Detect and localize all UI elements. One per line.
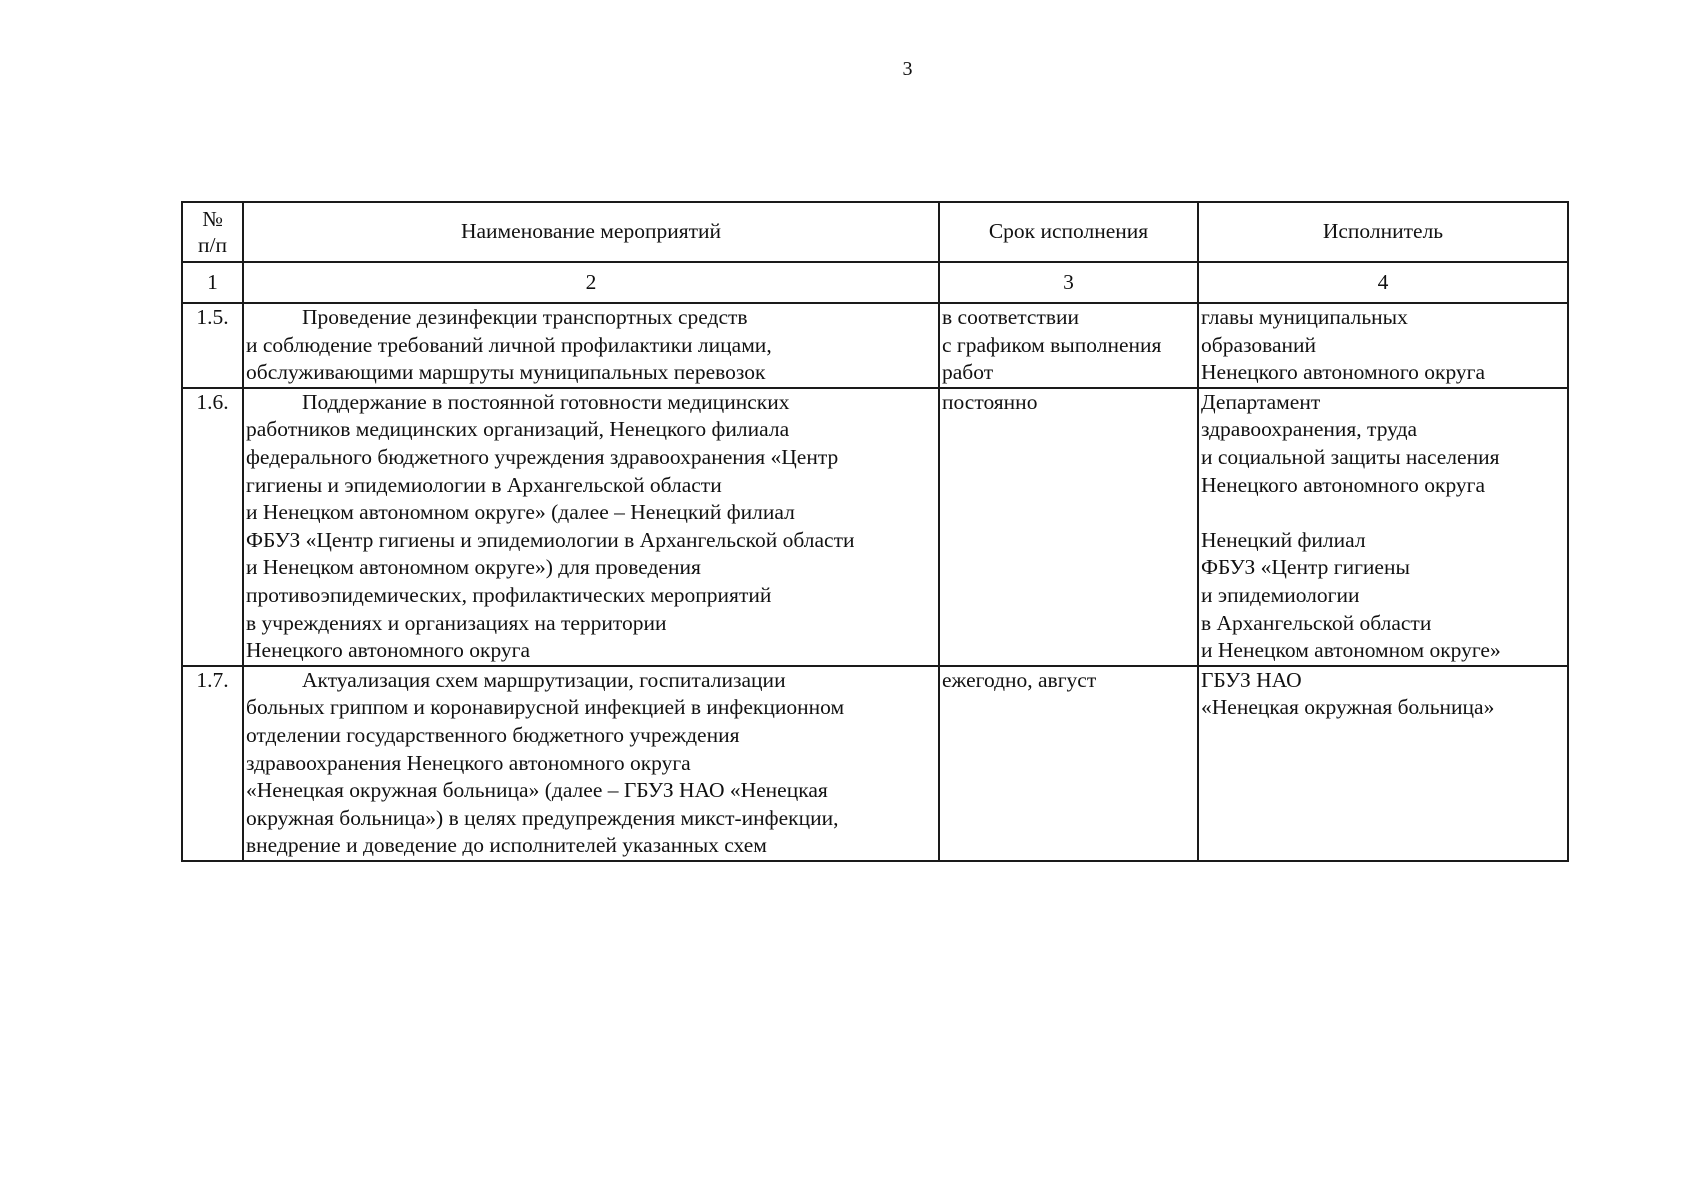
executor-line: ГБУЗ НАО [1201, 667, 1302, 692]
description-line: здравоохранения Ненецкого автономного округа [246, 750, 691, 775]
term-line: постоянно [942, 389, 1038, 414]
column-number: 1 [182, 262, 243, 303]
column-number-row [182, 262, 1568, 303]
table-header-row [182, 202, 1568, 262]
header-number-symbol: № [202, 207, 223, 231]
row-number: 1.7. [182, 666, 243, 861]
executor-line: Ненецкого автономного округа [1201, 472, 1486, 497]
description-line: и Ненецком автономном округе» (далее – Ненецкий филиал [246, 500, 795, 525]
description-line: Поддержание в постоянной готовности медицинских [302, 389, 790, 414]
term-line: работ [942, 360, 994, 385]
description-line: в учреждениях и организациях на территории [246, 610, 667, 635]
row-term [939, 388, 1198, 666]
header-number [182, 202, 243, 262]
row-description [243, 303, 939, 388]
page-number: 3 [902, 58, 913, 80]
column-number: 2 [243, 262, 939, 303]
executor-line: здравоохранения, труда [1201, 417, 1418, 442]
plan-table [181, 201, 1569, 862]
description-line: работников медицинских организаций, Ненецкого филиала [246, 417, 790, 442]
row-number: 1.5. [182, 303, 243, 388]
row-term [939, 303, 1198, 388]
executor-line: и эпидемиологии [1201, 582, 1360, 607]
header-executor: Исполнитель [1198, 202, 1568, 262]
executor-line: и Ненецком автономном округе» [1201, 638, 1501, 663]
executor-line: ФБУЗ «Центр гигиены [1201, 555, 1410, 580]
executor-line: Ненецкого автономного округа [1201, 360, 1486, 385]
description-line: «Ненецкая окружная больница» (далее – ГБУЗ НАО «Ненецкая [246, 778, 828, 803]
row-description [243, 388, 939, 666]
row-executor [1198, 388, 1568, 666]
header-term: Срок исполнения [939, 202, 1198, 262]
description-line: больных гриппом и коронавирусной инфекцией в инфекционном [246, 695, 845, 720]
description-line: отделении государственного бюджетного учреждения [246, 722, 740, 747]
column-number: 3 [939, 262, 1198, 303]
table-row [182, 388, 1568, 666]
term-line: ежегодно, август [942, 667, 1097, 692]
executor-line: образований [1201, 332, 1317, 357]
description-line: внедрение и доведение до исполнителей указанных схем [246, 833, 767, 858]
row-term [939, 666, 1198, 861]
description-line: Ненецкого автономного округа [246, 638, 531, 663]
executor-line: главы муниципальных [1201, 305, 1408, 329]
table-row [182, 666, 1568, 861]
row-executor [1198, 303, 1568, 388]
executor-line: Департамент [1201, 389, 1321, 414]
executor-line: Ненецкий филиал [1201, 527, 1366, 552]
description-line: федерального бюджетного учреждения здравоохранения «Центр [246, 444, 839, 469]
description-line: и соблюдение требований личной профилактики лицами, [246, 332, 772, 357]
executor-line: «Ненецкая окружная больница» [1201, 695, 1495, 720]
description-line: и Ненецком автономном округе») для проведения [246, 555, 701, 580]
description-line: Проведение дезинфекции транспортных средств [302, 305, 748, 329]
row-executor [1198, 666, 1568, 861]
executor-line: в Архангельской области [1201, 610, 1432, 635]
row-description [243, 666, 939, 861]
description-line: гигиены и эпидемиологии в Архангельской области [246, 472, 722, 497]
description-line: Актуализация схем маршрутизации, госпитализации [302, 667, 786, 692]
term-line: с графиком выполнения [942, 332, 1162, 357]
description-line: ФБУЗ «Центр гигиены и эпидемиологии в Архангельской области [246, 527, 855, 552]
term-line: в соответствии [942, 305, 1080, 329]
header-number-abbr: п/п [198, 233, 227, 257]
row-number: 1.6. [182, 388, 243, 666]
header-name: Наименование мероприятий [243, 202, 939, 262]
executor-line: и социальной защиты населения [1201, 444, 1500, 469]
description-line: окружная больница») в целях предупреждения микст-инфекции, [246, 805, 839, 830]
description-line: обслуживающими маршруты муниципальных перевозок [246, 360, 766, 385]
column-number: 4 [1198, 262, 1568, 303]
table-row [182, 303, 1568, 388]
description-line: противоэпидемических, профилактических мероприятий [246, 582, 772, 607]
executor-spacer [1201, 499, 1565, 527]
